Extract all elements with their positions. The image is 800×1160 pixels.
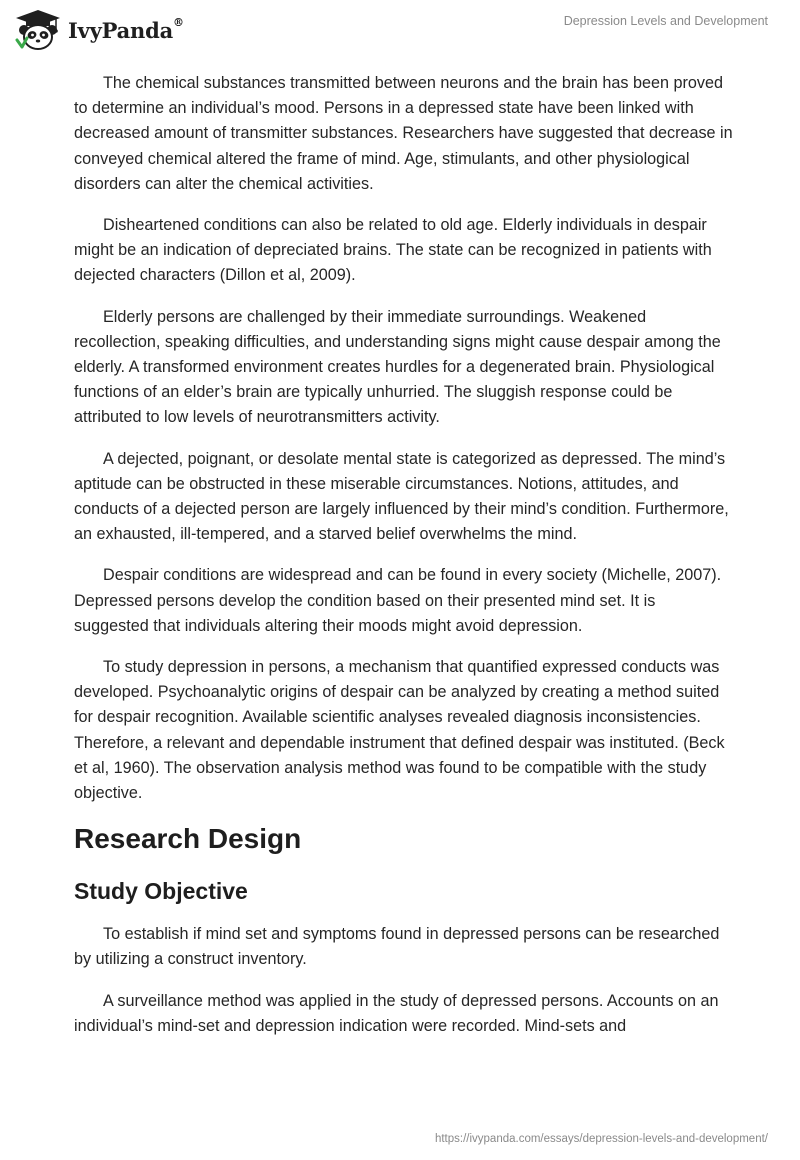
section-heading: Research Design: [74, 823, 302, 855]
brand-name: IvyPanda®: [68, 15, 184, 43]
essay-body: [74, 71, 734, 1055]
paragraph: To establish if mind set and symptoms found in depressed persons can be researched by utilizing a construct inventory.: [74, 925, 720, 969]
paragraph: Disheartened conditions can also be related to old age. Elderly individuals in despair might be an indication of depreciated brains. The state can be recognized in patients with dejected characters (Dillon et al, 2009).: [74, 216, 712, 285]
document-title: Depression Levels and Development: [563, 14, 768, 28]
page-header: [0, 0, 800, 64]
paragraph: A dejected, poignant, or desolate mental state is categorized as depressed. The mind’s aptitude can be obstructed in these miserable circumstances. Notions, attitudes, and conducts of a dejected person are largely influenced by their mind’s condition. Furthermore, an exhausted, ill-tempered, and a starved belief overwhelms the mind.: [74, 449, 729, 544]
paragraph: Elderly persons are challenged by their immediate surroundings. Weakened recollection, speaking difficulties, and understanding signs might cause despair among the elderly. A transformed environment creates hurdles for a degenerated brain. Physiological functions of an elder’s brain are typically unhurried. The sluggish response could be attributed to low levels of neurotransmitters activity.: [74, 307, 721, 427]
brand-logo[interactable]: [14, 8, 184, 52]
paragraph: Despair conditions are widespread and can be found in every society (Michelle, 2007). Depressed persons develop the condition based on their presented mind set. It is suggested that individuals altering their moods might avoid depression.: [74, 566, 722, 635]
paragraph: A surveillance method was applied in the study of depressed persons. Accounts on an individual’s mind-set and depression indication were recorded. Mind-sets and: [74, 991, 719, 1035]
subsection-heading: Study Objective: [74, 878, 248, 905]
paragraph: To study depression in persons, a mechanism that quantified expressed conducts was developed. Psychoanalytic origins of despair can be analyzed by creating a method suited for despair recognition. Available scientific analyses revealed diagnosis inconsistencies. Therefore, a relevant and dependable instrument that defined despair was instituted. (Beck et al, 1960). The observation analysis method was found to be compatible with the study objective.: [74, 658, 725, 803]
panda-graduate-icon: [14, 8, 62, 52]
paragraph: The chemical substances transmitted between neurons and the brain has been proved to determine an individual’s mood. Persons in a depressed state have been linked with decreased amount of transmitter substances. Researchers have suggested that decrease in conveyed chemical altered the frame of mind. Age, stimulants, and other physiological disorders can alter the chemical activities.: [74, 74, 733, 193]
source-url[interactable]: https://ivypanda.com/essays/depression-levels-and-development/: [434, 1133, 768, 1145]
